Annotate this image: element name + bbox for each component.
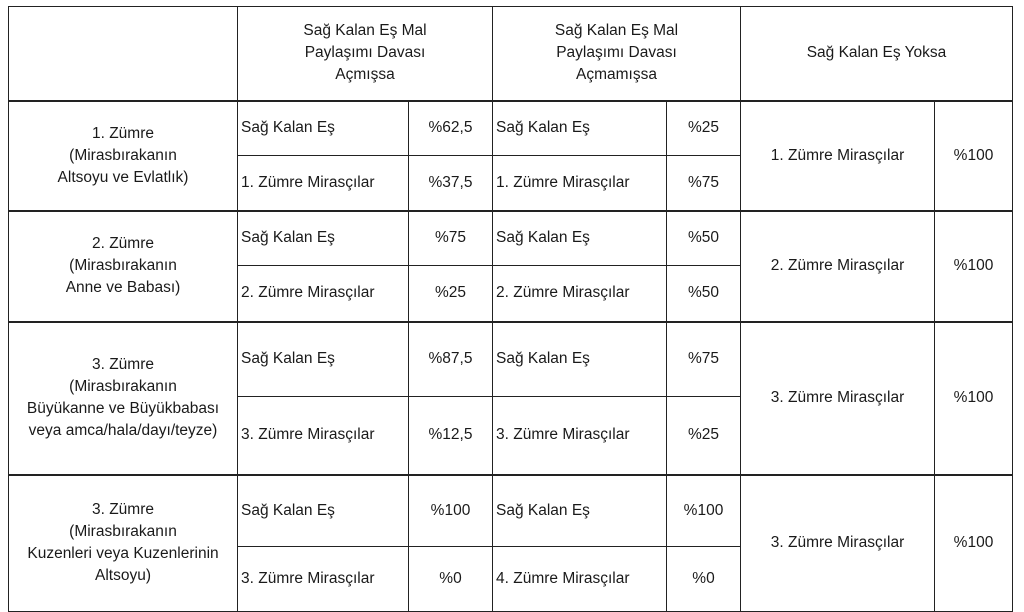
table-row xyxy=(9,101,1013,156)
group-label-line: veya amca/hala/dayı/teyze) xyxy=(28,422,218,439)
group-label-line: 2. Zümre xyxy=(91,235,154,252)
filed-share-value: %62,5 xyxy=(409,101,493,156)
inheritance-table xyxy=(8,6,1013,612)
group-label-line: 3. Zümre xyxy=(91,356,154,373)
header-spouse-not-filed xyxy=(493,7,741,101)
no-spouse-share-value: %100 xyxy=(935,475,1013,612)
filed-share-value: %100 xyxy=(409,475,493,547)
filed-share-value: %0 xyxy=(409,547,493,612)
no-spouse-heir-label: 3. Zümre Mirasçılar xyxy=(741,322,935,475)
filed-heir-label: Sağ Kalan Eş xyxy=(238,322,409,397)
filed-share-value: %87,5 xyxy=(409,322,493,397)
filed-heir-label: Sağ Kalan Eş xyxy=(238,101,409,156)
header-line: Açmışsa xyxy=(335,66,395,84)
table-row xyxy=(9,211,1013,266)
filed-heir-label: 2. Zümre Mirasçılar xyxy=(238,266,409,322)
group-label-line: 1. Zümre xyxy=(91,124,154,142)
header-spouse-filed xyxy=(238,7,493,101)
not-filed-heir-label: 4. Zümre Mirasçılar xyxy=(493,547,667,612)
not-filed-share-value: %50 xyxy=(667,211,741,266)
not-filed-heir-label: Sağ Kalan Eş xyxy=(493,475,667,547)
no-spouse-share-value: %100 xyxy=(935,211,1013,322)
filed-heir-label: 3. Zümre Mirasçılar xyxy=(238,547,409,612)
group-label-line: (Mirasbırakanın xyxy=(69,257,177,274)
header-row xyxy=(9,7,1013,101)
filed-heir-label: 3. Zümre Mirasçılar xyxy=(238,397,409,475)
group-label xyxy=(9,322,238,475)
filed-share-value: %37,5 xyxy=(409,156,493,211)
not-filed-share-value: %25 xyxy=(667,101,741,156)
header-line: Sağ Kalan Eş Mal xyxy=(554,22,679,40)
group-label-line: (Mirasbırakanın xyxy=(69,378,177,395)
not-filed-heir-label: Sağ Kalan Eş xyxy=(493,322,667,397)
header-empty xyxy=(9,7,238,101)
not-filed-heir-label: Sağ Kalan Eş xyxy=(493,211,667,266)
not-filed-share-value: %75 xyxy=(667,156,741,211)
group-label-line: 3. Zümre xyxy=(91,501,154,519)
no-spouse-share-value: %100 xyxy=(935,322,1013,475)
group-label-line: Büyükanne ve Büyükbabası xyxy=(26,400,220,417)
filed-heir-label: 1. Zümre Mirasçılar xyxy=(238,156,409,211)
header-no-spouse: Sağ Kalan Eş Yoksa xyxy=(741,7,1013,101)
no-spouse-share-value: %100 xyxy=(935,101,1013,211)
group-label xyxy=(9,475,238,612)
header-line: Açmamışsa xyxy=(576,66,657,84)
not-filed-share-value: %75 xyxy=(667,322,741,397)
filed-heir-label: Sağ Kalan Eş xyxy=(238,475,409,547)
group-label xyxy=(9,211,238,322)
group-label-line: Kuzenleri veya Kuzenlerinin xyxy=(27,545,219,563)
not-filed-heir-label: 1. Zümre Mirasçılar xyxy=(493,156,667,211)
filed-share-value: %25 xyxy=(409,266,493,322)
filed-share-value: %12,5 xyxy=(409,397,493,475)
group-label-line: (Mirasbırakanın xyxy=(69,146,177,164)
not-filed-heir-label: 2. Zümre Mirasçılar xyxy=(493,266,667,322)
group-label-line: Altsoyu) xyxy=(95,567,151,585)
not-filed-heir-label: 3. Zümre Mirasçılar xyxy=(493,397,667,475)
not-filed-share-value: %0 xyxy=(667,547,741,612)
not-filed-heir-label: Sağ Kalan Eş xyxy=(493,101,667,156)
group-label-line: (Mirasbırakanın xyxy=(69,523,177,541)
header-line: Paylaşımı Davası xyxy=(304,44,426,62)
group-label xyxy=(9,101,238,211)
group-label-line: Anne ve Babası) xyxy=(65,279,181,296)
table-row xyxy=(9,475,1013,547)
not-filed-share-value: %50 xyxy=(667,266,741,322)
no-spouse-heir-label: 1. Zümre Mirasçılar xyxy=(741,101,935,211)
group-label-line: Altsoyu ve Evlatlık) xyxy=(57,168,189,186)
filed-share-value: %75 xyxy=(409,211,493,266)
header-line: Sağ Kalan Eş Mal xyxy=(303,22,427,40)
header-line: Paylaşımı Davası xyxy=(556,44,677,62)
no-spouse-heir-label: 3. Zümre Mirasçılar xyxy=(741,475,935,612)
filed-heir-label: Sağ Kalan Eş xyxy=(238,211,409,266)
table-row xyxy=(9,322,1013,397)
not-filed-share-value: %25 xyxy=(667,397,741,475)
not-filed-share-value: %100 xyxy=(667,475,741,547)
no-spouse-heir-label: 2. Zümre Mirasçılar xyxy=(741,211,935,322)
